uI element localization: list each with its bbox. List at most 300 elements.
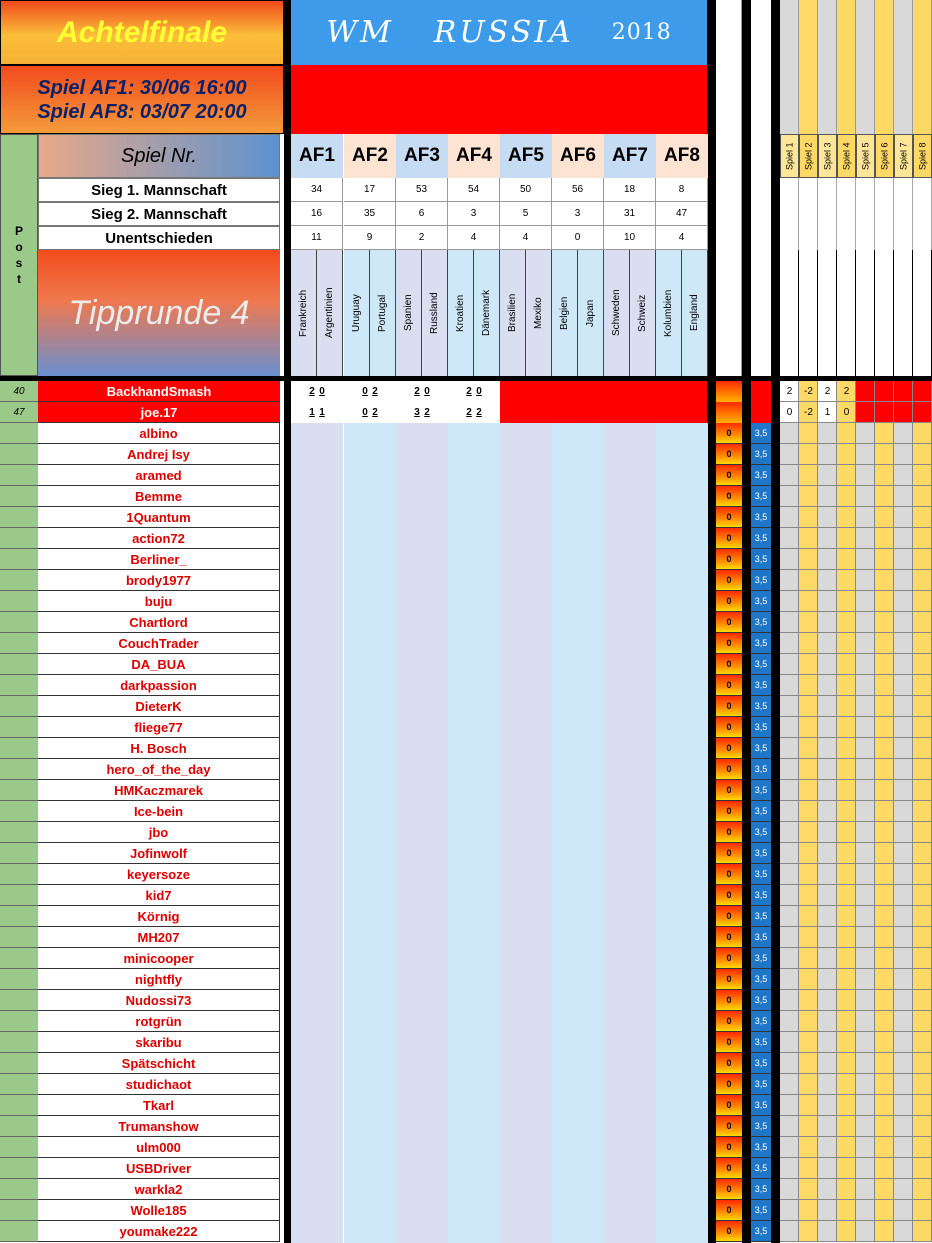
player-name: darkpassion [38,675,280,696]
spiel-col-header: Spiel 3 [818,134,837,178]
score-cell [894,948,913,969]
score-cell [818,1116,837,1137]
team-name: Mexiko [526,250,552,376]
red-fill [500,381,707,402]
score-cell [913,1116,932,1137]
player-name: DA_BUA [38,654,280,675]
match-column [448,423,500,1243]
score-cell [818,948,837,969]
score-cell [856,738,875,759]
post-cell [0,864,38,885]
score-cell [818,1158,837,1179]
score-cell [913,1032,932,1053]
score-cell [818,759,837,780]
points-value: 3,5 [751,486,771,507]
score-cell [837,444,856,465]
spiel-col-blank [837,250,856,376]
post-cell [0,1074,38,1095]
score-cell [894,1095,913,1116]
score-cell [856,717,875,738]
zero-score: 0 [716,948,742,969]
score-cell [894,1221,913,1242]
zero-score: 0 [716,1032,742,1053]
score-cell [818,927,837,948]
pts-cell [751,381,771,402]
score-cell [856,570,875,591]
score-cell [856,423,875,444]
post-cell [0,738,38,759]
score-cell [799,885,818,906]
points-value: 3,5 [751,570,771,591]
unentschieden-label: Unentschieden [38,226,280,250]
score-cell [894,1116,913,1137]
match-header-af6: AF6 [552,134,604,178]
score-cell [818,822,837,843]
score-cell [780,675,799,696]
team-name: Brasilien [500,250,526,376]
score-cell [913,507,932,528]
zero-score: 0 [716,822,742,843]
zero-score: 0 [716,906,742,927]
score-cell [837,549,856,570]
score-cell [894,549,913,570]
sieg1-count: 18 [604,178,656,202]
score-cell [799,717,818,738]
score-cell [913,1179,932,1200]
score-cell [875,864,894,885]
score-cell [856,696,875,717]
points-value: 3,5 [751,591,771,612]
score-cell [837,948,856,969]
score-cell [799,1032,818,1053]
team-name: Argentinien [317,250,343,376]
spiel-col-blank [837,178,856,250]
score-cell [894,507,913,528]
points-value: 3,5 [751,1158,771,1179]
score-cell [837,1221,856,1242]
points-value: 3,5 [751,1095,771,1116]
score-cell [780,717,799,738]
score-cell [818,696,837,717]
score-cell [818,633,837,654]
score-cell [799,843,818,864]
spiel-col-top [894,0,913,134]
sieg2-count: 6 [396,202,448,226]
match-header-af7: AF7 [604,134,656,178]
post-cell [0,927,38,948]
player-name: 1Quantum [38,507,280,528]
score-cell [894,738,913,759]
score-cell [837,843,856,864]
score-cell [913,528,932,549]
match-column [656,423,708,1243]
points-value: 3,5 [751,885,771,906]
score-cell [799,612,818,633]
match-column [344,423,396,1243]
sieg1-count: 34 [291,178,343,202]
score-cell [913,381,932,402]
score-cell [875,423,894,444]
score-cell [837,696,856,717]
spiel-col-top [799,0,818,134]
sieg1-count: 8 [656,178,708,202]
score-value: 2 [843,386,850,397]
aux-column [716,0,742,376]
zero-score: 0 [716,654,742,675]
score-cell [818,612,837,633]
player-name: MH207 [38,927,280,948]
post-cell [0,906,38,927]
score-cell [856,654,875,675]
player-name: Bemme [38,486,280,507]
score-cell [780,1116,799,1137]
player-name: ulm000 [38,1137,280,1158]
score-cell [837,822,856,843]
sieg2-count: 16 [291,202,343,226]
score-cell [818,801,837,822]
score-cell [837,885,856,906]
score-cell [799,444,818,465]
score-cell [818,675,837,696]
score-cell [818,1032,837,1053]
team-name: Portugal [370,250,396,376]
spiel-col-top [837,0,856,134]
team-name: Belgien [552,250,578,376]
score-cell [837,801,856,822]
spiel-col-header: Spiel 5 [856,134,875,178]
spiel-col-header: Spiel 8 [913,134,932,178]
score-cell [799,486,818,507]
score-cell [799,1200,818,1221]
zero-score: 0 [716,927,742,948]
zero-score: 0 [716,1221,742,1242]
score-cell [837,654,856,675]
player-name: aramed [38,465,280,486]
score-cell [780,444,799,465]
points-value: 3,5 [751,1200,771,1221]
sieg1-count: 53 [396,178,448,202]
score-cell [875,1158,894,1179]
tip-away: 2 [424,407,430,418]
score-cell [818,1074,837,1095]
zero-score: 0 [716,444,742,465]
player-name: keyersoze [38,864,280,885]
sieg1-count: 50 [500,178,552,202]
score-cell [894,612,913,633]
score-cell [875,696,894,717]
score-cell [875,1095,894,1116]
post-cell [0,570,38,591]
score-cell [818,654,837,675]
unent-count: 4 [500,226,552,250]
score-cell [856,843,875,864]
score-cell [837,507,856,528]
sieg1-count: 54 [448,178,500,202]
points-value: 3,5 [751,549,771,570]
score-cell [894,591,913,612]
tip-home: 2 [414,386,420,397]
score-cell [780,633,799,654]
sieg2-count: 47 [656,202,708,226]
score-cell [913,1053,932,1074]
player-name: hero_of_the_day [38,759,280,780]
post-cell [0,1158,38,1179]
score-cell [875,402,894,423]
score-cell [856,1095,875,1116]
score-value: 2 [786,386,793,397]
team-name: Russland [422,250,448,376]
score-cell [894,1200,913,1221]
score-cell [894,444,913,465]
post-cell [0,654,38,675]
score-cell [913,1158,932,1179]
points-value: 3,5 [751,1032,771,1053]
spiel-nr-label: Spiel Nr. [38,134,280,178]
score-cell [894,1137,913,1158]
spiel-col-header: Spiel 6 [875,134,894,178]
score-cell [875,843,894,864]
score-cell [913,696,932,717]
score-cell [780,654,799,675]
score-cell [818,528,837,549]
score-cell [856,864,875,885]
sieg2-count: 35 [344,202,396,226]
score-cell [856,444,875,465]
score-value: 2 [824,386,831,397]
tip-home: 0 [362,386,368,397]
points-value: 3,5 [751,654,771,675]
score-cell [875,759,894,780]
post-cell [0,444,38,465]
score-cell [913,423,932,444]
score-cell [875,1032,894,1053]
player-name: joe.17 [38,402,280,423]
post-cell [0,528,38,549]
team-name: England [682,250,708,376]
score-cell [780,738,799,759]
match-header-af3: AF3 [396,134,448,178]
score-cell [856,1158,875,1179]
score-cell [818,570,837,591]
zero-score: 0 [716,423,742,444]
zero-score: 0 [716,717,742,738]
score-cell [799,738,818,759]
score-cell [913,1095,932,1116]
score-cell [780,1200,799,1221]
score-cell [875,906,894,927]
score-cell [818,1179,837,1200]
score-cell [913,906,932,927]
player-name: Jofinwolf [38,843,280,864]
post-cell [0,990,38,1011]
tip-home: 2 [466,386,472,397]
tip-home: 1 [309,407,315,418]
score-cell [837,1200,856,1221]
score-cell [837,675,856,696]
post-cell [0,549,38,570]
score-cell [818,423,837,444]
score-cell [856,759,875,780]
spiel-col-blank [818,178,837,250]
score-cell [780,906,799,927]
score-cell [799,927,818,948]
score-cell [856,1200,875,1221]
score-cell [913,801,932,822]
score-cell [913,1221,932,1242]
match-header-af5: AF5 [500,134,552,178]
score-cell [799,423,818,444]
score-cell [856,801,875,822]
zero-score: 0 [716,1053,742,1074]
score-cell [856,402,875,423]
score-cell [894,528,913,549]
score-cell [799,906,818,927]
post-cell [0,1032,38,1053]
sieg1-label: Sieg 1. Mannschaft [38,178,280,202]
points-value: 3,5 [751,1179,771,1200]
player-name: DieterK [38,696,280,717]
post-cell [0,1053,38,1074]
score-cell [799,1074,818,1095]
spiel-col-blank [913,178,932,250]
team-name: Uruguay [344,250,370,376]
score-cell [894,675,913,696]
points-value: 3,5 [751,1116,771,1137]
spiel-col-top [818,0,837,134]
post-column-header: P o s t [0,134,38,376]
zero-score: 0 [716,990,742,1011]
score-cell [894,1032,913,1053]
zero-score: 0 [716,1011,742,1032]
points-value: 3,5 [751,612,771,633]
player-name: buju [38,591,280,612]
score-cell [799,633,818,654]
tip-away: 0 [319,386,325,397]
score-cell [818,444,837,465]
points-value: 3,5 [751,675,771,696]
score-cell [780,1221,799,1242]
tip-home: 0 [362,407,368,418]
points-value: 3,5 [751,927,771,948]
score-cell [875,885,894,906]
player-name: USBDriver [38,1158,280,1179]
score-cell [818,465,837,486]
score-cell [799,1116,818,1137]
score-cell [818,843,837,864]
score-cell [856,822,875,843]
score-cell [913,1200,932,1221]
score-cell [799,1158,818,1179]
score-cell [818,717,837,738]
score-cell [856,381,875,402]
spiel-col-header: Spiel 4 [837,134,856,178]
zero-score: 0 [716,528,742,549]
player-name: jbo [38,822,280,843]
match-header-af1: AF1 [291,134,343,178]
score-cell [818,1053,837,1074]
player-name: Nudossi73 [38,990,280,1011]
zero-score: 0 [716,696,742,717]
points-value: 3,5 [751,1137,771,1158]
score-cell [913,570,932,591]
score-cell [875,780,894,801]
score-cell [894,906,913,927]
score-cell [818,864,837,885]
score-cell [837,1053,856,1074]
score-cell [894,1179,913,1200]
score-cell [856,507,875,528]
score-cell [875,654,894,675]
score-cell [913,717,932,738]
score-cell [799,1179,818,1200]
score-cell [780,465,799,486]
score-cell [913,633,932,654]
score-cell [856,1053,875,1074]
spiel-col-blank [856,178,875,250]
points-value: 3,5 [751,528,771,549]
player-name: youmake222 [38,1221,280,1242]
score-cell [780,1032,799,1053]
score-value: -2 [804,407,813,418]
post-cell [0,591,38,612]
score-cell [818,885,837,906]
zero-score: 0 [716,801,742,822]
spiel-col-blank [799,178,818,250]
score-cell [780,990,799,1011]
zero-score: 0 [716,1200,742,1221]
zero-cell [716,402,742,423]
tip-away: 2 [372,386,378,397]
player-name: H. Bosch [38,738,280,759]
score-cell [894,759,913,780]
score-cell [856,633,875,654]
score-cell [799,864,818,885]
score-cell [780,612,799,633]
tip-away: 2 [372,407,378,418]
zero-score: 0 [716,759,742,780]
score-cell [780,822,799,843]
score-cell [818,1137,837,1158]
score-cell [780,780,799,801]
tip-away: 2 [476,407,482,418]
score-cell [799,528,818,549]
points-value: 3,5 [751,990,771,1011]
team-name: Spanien [396,250,422,376]
spiel-col-blank [856,250,875,376]
player-name: CouchTrader [38,633,280,654]
zero-score: 0 [716,969,742,990]
team-name: Kroatien [448,250,474,376]
round-title: Achtelfinale [0,0,284,65]
score-cell [913,759,932,780]
team-name: Schweiz [630,250,656,376]
team-name: Schweden [604,250,630,376]
score-cell [818,549,837,570]
score-cell [837,465,856,486]
score-cell [837,1158,856,1179]
score-cell [799,591,818,612]
score-cell [856,591,875,612]
score-cell [780,843,799,864]
score-cell [875,570,894,591]
score-cell [894,885,913,906]
score-cell [875,717,894,738]
score-cell [799,1053,818,1074]
post-cell [0,486,38,507]
score-cell [913,486,932,507]
sieg2-count: 5 [500,202,552,226]
score-cell [856,780,875,801]
